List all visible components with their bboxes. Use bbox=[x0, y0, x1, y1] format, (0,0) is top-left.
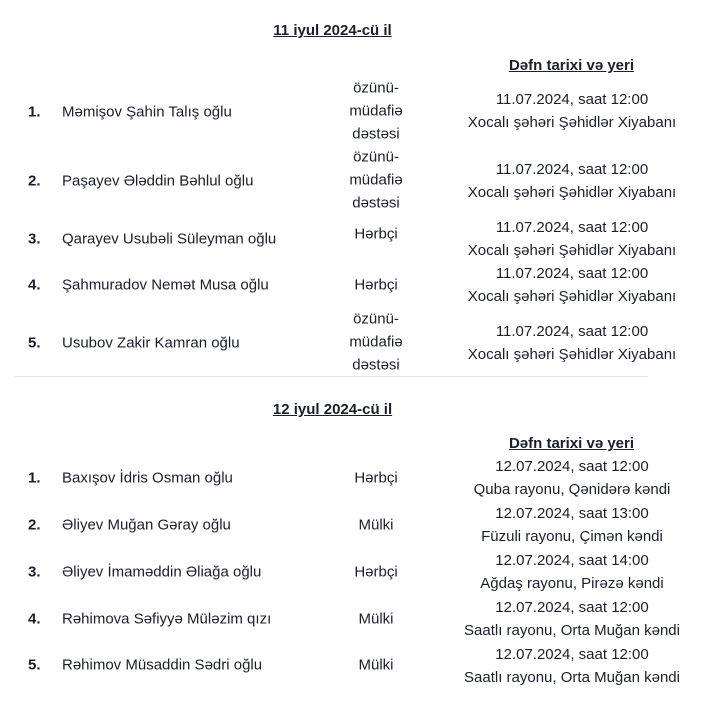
row-number: 5. bbox=[28, 656, 41, 674]
burial-info bbox=[452, 320, 692, 366]
person-name: Məmişov Şahin Talış oğlu bbox=[62, 103, 232, 121]
category: Hərbçi bbox=[354, 469, 398, 487]
burial-info bbox=[452, 643, 692, 689]
person-name: Şahmuradov Nemət Musa oğlu bbox=[62, 276, 269, 294]
burial-place: Saatlı rayonu, Orta Muğan kəndi bbox=[464, 669, 680, 686]
person-name: Əliyev İmaməddin Əliağa oğlu bbox=[62, 563, 262, 581]
person-name: Paşayev Ələddin Bəhlul oğlu bbox=[62, 172, 254, 190]
row-number: 4. bbox=[28, 276, 41, 294]
burial-info bbox=[452, 216, 692, 262]
category: Hərbçi bbox=[354, 225, 398, 243]
burial-info bbox=[452, 502, 692, 548]
burial-date: 11.07.2024, saat 12:00 bbox=[495, 265, 649, 282]
burial-column-header: Dəfn tarixi və yeri bbox=[508, 57, 635, 74]
category: Mülki bbox=[358, 610, 394, 628]
burial-date: 12.07.2024, saat 12:00 bbox=[495, 458, 649, 475]
burial-place: Xocalı şəhəri Şəhidlər Xiyabanı bbox=[467, 242, 677, 259]
burial-date: 12.07.2024, saat 12:00 bbox=[495, 646, 649, 663]
burial-date: 11.07.2024, saat 12:00 bbox=[495, 91, 649, 108]
burial-place: Quba rayonu, Qənidərə kəndi bbox=[473, 481, 671, 498]
burial-place: Xocalı şəhəri Şəhidlər Xiyabanı bbox=[467, 184, 677, 201]
burial-info bbox=[452, 596, 692, 642]
row-number: 2. bbox=[28, 516, 41, 534]
category: Hərbçi bbox=[354, 276, 398, 294]
person-name: Rəhimov Müsaddin Sədri oğlu bbox=[62, 656, 263, 674]
date-heading: 11 iyul 2024-cü il bbox=[273, 22, 392, 39]
burial-place: Ağdaş rayonu, Pirəzə kəndi bbox=[480, 575, 664, 592]
burial-info bbox=[452, 455, 692, 501]
row-number: 3. bbox=[28, 230, 41, 248]
person-name: Rəhimova Səfiyyə Müləzim qızı bbox=[62, 610, 272, 628]
category: Mülki bbox=[358, 516, 394, 534]
burial-place: Xocalı şəhəri Şəhidlər Xiyabanı bbox=[467, 288, 677, 305]
burial-date: 11.07.2024, saat 12:00 bbox=[495, 323, 649, 340]
burial-info bbox=[452, 262, 692, 308]
section-divider bbox=[15, 376, 648, 377]
burial-date: 12.07.2024, saat 12:00 bbox=[495, 599, 649, 616]
row-number: 5. bbox=[28, 334, 41, 352]
burial-place: Xocalı şəhəri Şəhidlər Xiyabanı bbox=[467, 346, 677, 363]
person-name: Baxışov İdris Osman oğlu bbox=[62, 469, 233, 487]
burial-info bbox=[452, 549, 692, 595]
burial-info bbox=[452, 158, 692, 204]
burial-place: Saatlı rayonu, Orta Muğan kəndi bbox=[464, 622, 680, 639]
burial-date: 11.07.2024, saat 12:00 bbox=[495, 161, 649, 178]
category: özünü- müdafiə dəstəsi bbox=[349, 79, 403, 143]
burial-date: 12.07.2024, saat 14:00 bbox=[495, 552, 649, 569]
person-name: Usubov Zakir Kamran oğlu bbox=[62, 334, 240, 352]
row-number: 1. bbox=[28, 469, 41, 487]
burial-place: Xocalı şəhəri Şəhidlər Xiyabanı bbox=[467, 114, 677, 131]
row-number: 1. bbox=[28, 103, 41, 121]
burial-date: 12.07.2024, saat 13:00 bbox=[495, 505, 649, 522]
category: Hərbçi bbox=[354, 563, 398, 581]
category: Mülki bbox=[358, 656, 394, 674]
burial-date: 11.07.2024, saat 12:00 bbox=[495, 219, 649, 236]
row-number: 2. bbox=[28, 172, 41, 190]
burial-column-header: Dəfn tarixi və yeri bbox=[508, 435, 635, 452]
burial-info bbox=[452, 88, 692, 134]
burial-place: Füzuli rayonu, Çimən kəndi bbox=[481, 528, 663, 545]
date-heading: 12 iyul 2024-cü il bbox=[272, 401, 393, 418]
category: özünü- müdafiə dəstəsi bbox=[349, 148, 403, 212]
category: özünü- müdafiə dəstəsi bbox=[349, 310, 403, 374]
person-name: Qarayev Usubəli Süleyman oğlu bbox=[62, 230, 277, 248]
person-name: Əliyev Muğan Gəray oğlu bbox=[62, 516, 231, 534]
row-number: 4. bbox=[28, 610, 41, 628]
row-number: 3. bbox=[28, 563, 41, 581]
